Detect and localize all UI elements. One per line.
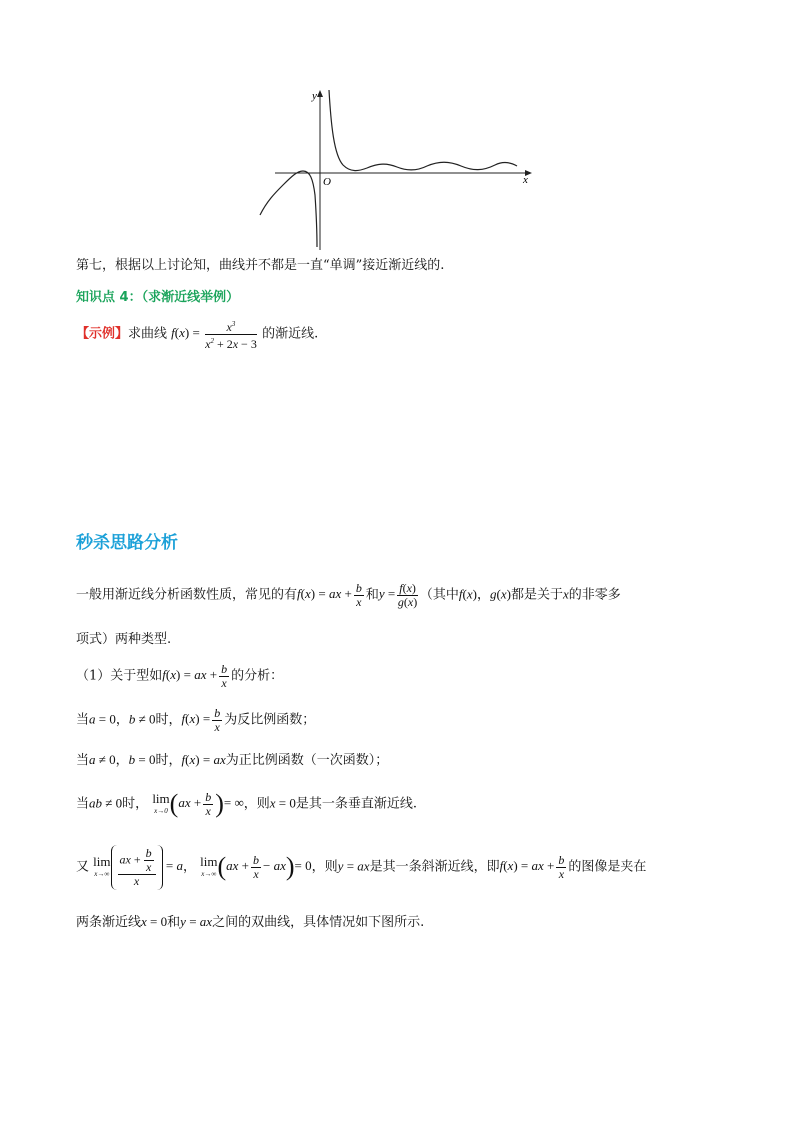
limit-vertical: lim x→0 (ax + $\frac{b}{x}$ )= ∞ [152, 789, 244, 819]
x-axis-label: x [523, 174, 528, 186]
curve-left-branch [260, 171, 317, 247]
intro-formula-2: y = $\frac{f(x)}{g(x)}$ [378, 581, 418, 609]
knowledge-point-title: 知识点 4：（求渐近线举例） [76, 290, 240, 305]
curve-right-branch [329, 90, 517, 171]
example-tag: 【示例】 [76, 326, 129, 342]
y-axis-label: y [312, 90, 317, 102]
y-axis-arrow [317, 90, 323, 97]
origin-label: O [323, 176, 331, 188]
asymptote-graph [255, 85, 540, 255]
intro-text-e: 都是关于 [510, 587, 563, 603]
case-b-zero: 当a ≠ 0，b = 0时，f(x) = ax为正比例函数（一次函数）； [76, 752, 389, 768]
intro-formula-1: f(x) = ax + $\frac{b}{x}$ [297, 581, 362, 609]
case-one-text-a: （1）关于型如 [76, 668, 163, 684]
section-title: 秒杀思路分析 [76, 533, 178, 553]
example-pre: 求曲线 [128, 326, 168, 342]
example-line [76, 318, 318, 351]
intro-text-b: 和 [365, 587, 379, 603]
intro-text-c: （其中 [419, 587, 459, 603]
intro-text-f: 的非零多 [568, 587, 621, 603]
case-ab-nonzero: 当ab ≠ 0时， lim x→0 (ax + $\frac{b}{x}$ )= ∞，则x = 0是其一条垂直渐近线. [76, 789, 418, 819]
limit-intercept: lim x→∞ (ax + $\frac{b}{x}$ − ax)= 0 [200, 852, 312, 882]
example-post: 的渐近线. [262, 326, 319, 342]
example-function: f(x) = $\frac{x^3}{x^2 + 2x - 3}$ [171, 320, 257, 351]
case-oblique: 又 lim x→∞ ax + $\frac{b}{x}$ x = a， lim x→∞ (ax + $\frac{b}{x}$ − ax)= 0，则y = ax是其一条斜渐近线，即f(x) = ax + $\frac{b}{x}$ 的图像是夹在 [76, 846, 647, 888]
case-a-zero: 当a = 0，b ≠ 0时，f(x) = $\frac{b}{x}$ 为反比例函数； [76, 706, 316, 734]
paragraph-intro: 一般用渐近线分析函数性质，常见的有f(x) = ax + $\frac{b}{x}$ 和y = $\frac{f(x)}{g(x)}$ （其中f(x)，g(x)都是关于x的非零多 [76, 581, 621, 609]
intro-text-d: ， [477, 587, 491, 603]
case-one-heading: （1）关于型如f(x) = ax + $\frac{b}{x}$ 的分析： [76, 662, 284, 690]
intro-text-a: 一般用渐近线分析函数性质，常见的有 [76, 587, 298, 603]
conclusion-seventh: 第七，根据以上讨论知，曲线并不都是一直“单调”接近渐近线的. [76, 258, 445, 273]
case-oblique-cont: 两条渐近线x = 0和y = ax之间的双曲线，具体情况如下图所示. [76, 914, 425, 930]
paragraph-intro-cont: 项式）两种类型. [76, 632, 172, 647]
limit-slope: lim x→∞ ax + $\frac{b}{x}$ x = a [93, 846, 183, 888]
case-one-text-b: 的分析： [231, 668, 284, 684]
